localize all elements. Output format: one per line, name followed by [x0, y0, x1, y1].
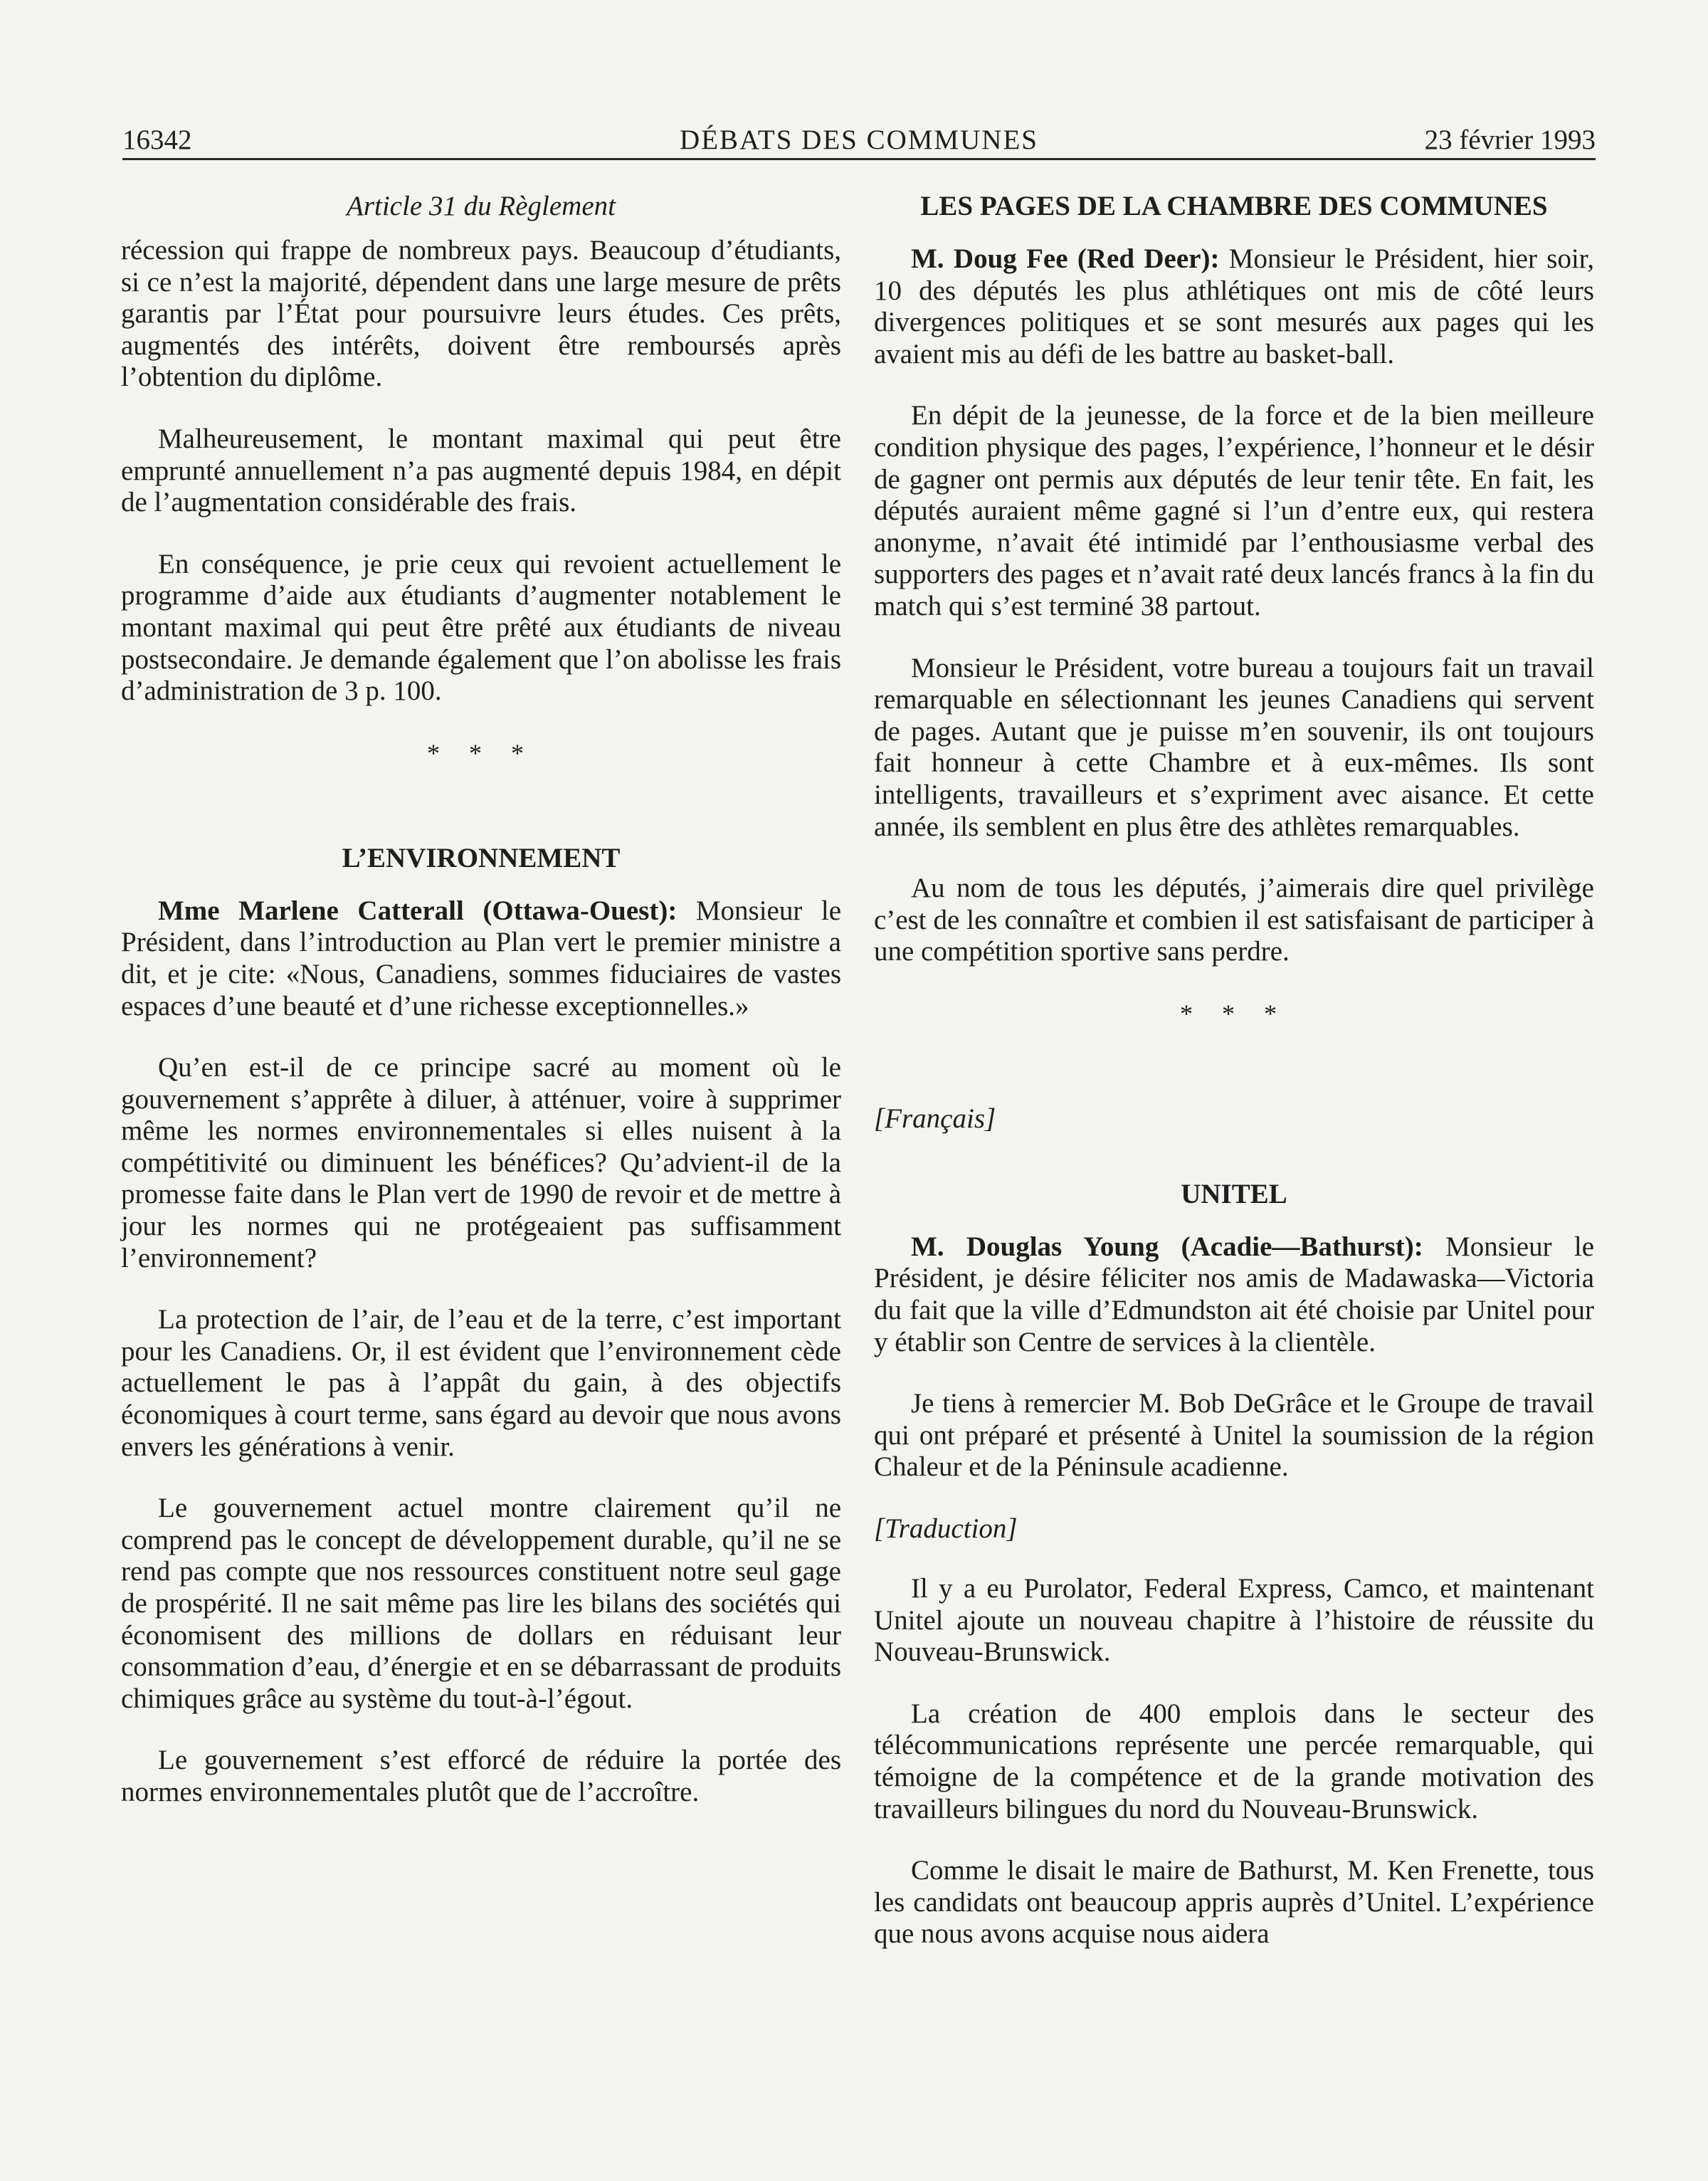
left-column [121, 191, 841, 1839]
paragraph: Qu’en est-il de ce principe sacré au moment où le gouvernement s’apprête à diluer, à atténuer, voire à supprimer même les normes environnementales si elles nuisent à la compétitivité ou diminuent les bénéfices? Qu’advient-il de la promesse faite dans le Plan vert de 1990 de revoir et de mettre à jour les normes qui ne protégeaient pas suffisamment l’environnement? [121, 1052, 841, 1273]
section-heading: L’ENVIRONNEMENT [342, 842, 621, 873]
language-note: [Traduction] [874, 1513, 1018, 1545]
section-heading: LES PAGES DE LA CHAMBRE DES COMMUNES [920, 191, 1548, 221]
speech-paragraph [121, 895, 841, 1022]
paragraph: La création de 400 emplois dans le secteur des télécommunications représente une percée remarquable, qui témoigne de la compétence et de la grande motivation des travailleurs bilingues du nord du Nouveau-Brunswick. [874, 1698, 1594, 1824]
paragraph: Le gouvernement actuel montre clairement qu’il ne comprend pas le concept de développement durable, qu’il ne se rend pas compte que nos ressources constituent notre seul gage de prospérité. Il ne sait même pas lire les bilans des sociétés qui économisent des millions de dollars en réduisant leur consommation d’eau, d’énergie et en se débarrassant de produits chimiques grâce au système du tout-à-l’égout. [121, 1493, 841, 1714]
section-heading: UNITEL [1181, 1178, 1287, 1209]
publication-date: 23 février 1993 [1424, 125, 1596, 155]
paragraph: Malheureusement, le montant maximal qui peut être emprunté annuellement n’a pas augmenté depuis 1984, en dépit de l’augmentation considérable des frais. [121, 423, 841, 518]
paragraph: Je tiens à remercier M. Bob DeGrâce et le Groupe de travail qui ont préparé et présenté à Unitel la soumission de la région Chaleur et de la Péninsule acadienne. [874, 1388, 1594, 1483]
paragraph: Au nom de tous les députés, j’aimerais dire quel privilège c’est de les connaître et combien il est satisfaisant de participer à une compétition sportive sans perdre. [874, 873, 1594, 967]
paragraph: Le gouvernement s’est efforcé de réduire la portée des normes environnementales plutôt que de l’accroître. [121, 1745, 841, 1807]
publication-title: DÉBATS DES COMMUNES [680, 125, 1038, 155]
speech-paragraph [874, 1231, 1594, 1358]
article-reference: Article 31 du Règlement [347, 191, 616, 221]
section-separator: * * * [1180, 999, 1288, 1028]
paragraph: Monsieur le Président, votre bureau a toujours fait un travail remarquable en sélectionnant les jeunes Canadiens qui servent de pages. Autant que je puisse m’en souvenir, ils ont toujours fait honneur à cette Chambre et à eux-mêmes. Ils sont intelligents, travailleurs et s’expriment avec aisance. Et cette année, ils semblent en plus être des athlètes remarquables. [874, 652, 1594, 842]
language-note: [Français] [874, 1103, 996, 1134]
speaker-name: M. Douglas Young (Acadie—Bathurst): [911, 1231, 1423, 1262]
page-number: 16342 [122, 125, 192, 155]
paragraph: En conséquence, je prie ceux qui revoient actuellement le programme d’aide aux étudiants d’augmenter notablement le montant maximal qui peut être prêté aux étudiants de niveau postsecondaire. Je demande également que l’on abolisse les frais d’administration de 3 p. 100. [121, 548, 841, 707]
running-header [122, 114, 1596, 160]
paragraph: récession qui frappe de nombreux pays. Beaucoup d’étudiants, si ce n’est la majorité, dépendent dans une large mesure de prêts garantis par l’État pour poursuivre leurs études. Ces prêts, augmentés des intérêts, doivent être remboursés après l’obtention du diplôme. [121, 235, 841, 393]
section-separator: * * * [427, 738, 535, 767]
paragraph: En dépit de la jeunesse, de la force et de la bien meilleure condition physique des pages, l’expérience, l’honneur et le désir de gagner ont permis aux députés de leur tenir tête. En fait, les députés auraient même gagné si l’un d’entre eux, qui restera anonyme, n’avait été intimidé par l’enthousiasme verbal des supporters des pages et n’avait raté deux lancés francs à la fin du match qui s’est terminé 38 partout. [874, 400, 1594, 621]
paragraph: Il y a eu Purolator, Federal Express, Camco, et maintenant Unitel ajoute un nouveau chapitre à l’histoire de réussite du Nouveau-Brunswick. [874, 1573, 1594, 1668]
speech-text: Monsieur le Président, je désire féliciter nos amis de Madawaska—Victoria du fait que la ville d’Edmundston ait été choisie par Unitel pour y établir son Centre de services à la clientèle. [874, 1231, 1595, 1357]
speech-text: Monsieur le Président, hier soir, 10 des députés les plus athlétiques ont mis de côté leurs divergences politiques et se sont mesurés aux pages qui les avaient mis au défi de les battre au basket-ball. [874, 243, 1594, 369]
speaker-name: Mme Marlene Catterall (Ottawa-Ouest): [158, 895, 678, 926]
paragraph: Comme le disait le maire de Bathurst, M. Ken Frenette, tous les candidats ont beaucoup appris auprès d’Unitel. L’expérience que nous avons acquise nous aidera [874, 1855, 1594, 1950]
paragraph: La protection de l’air, de l’eau et de la terre, c’est important pour les Canadiens. Or, il est évident que l’environnement cède actuellement le pas à l’appât du gain, à des objectifs économiques à court terme, sans égard au devoir que nous avons envers les générations à venir. [121, 1304, 841, 1462]
speaker-name: M. Doug Fee (Red Deer): [911, 243, 1220, 274]
speech-text: Monsieur le Président, dans l’introduction au Plan vert le premier ministre a dit, et je cite: «Nous, Canadiens, sommes fiduciaires de vastes espaces d’une beauté et d’une richesse exceptionnelles.» [121, 895, 842, 1021]
speech-paragraph [874, 243, 1594, 370]
right-column [874, 191, 1594, 1980]
